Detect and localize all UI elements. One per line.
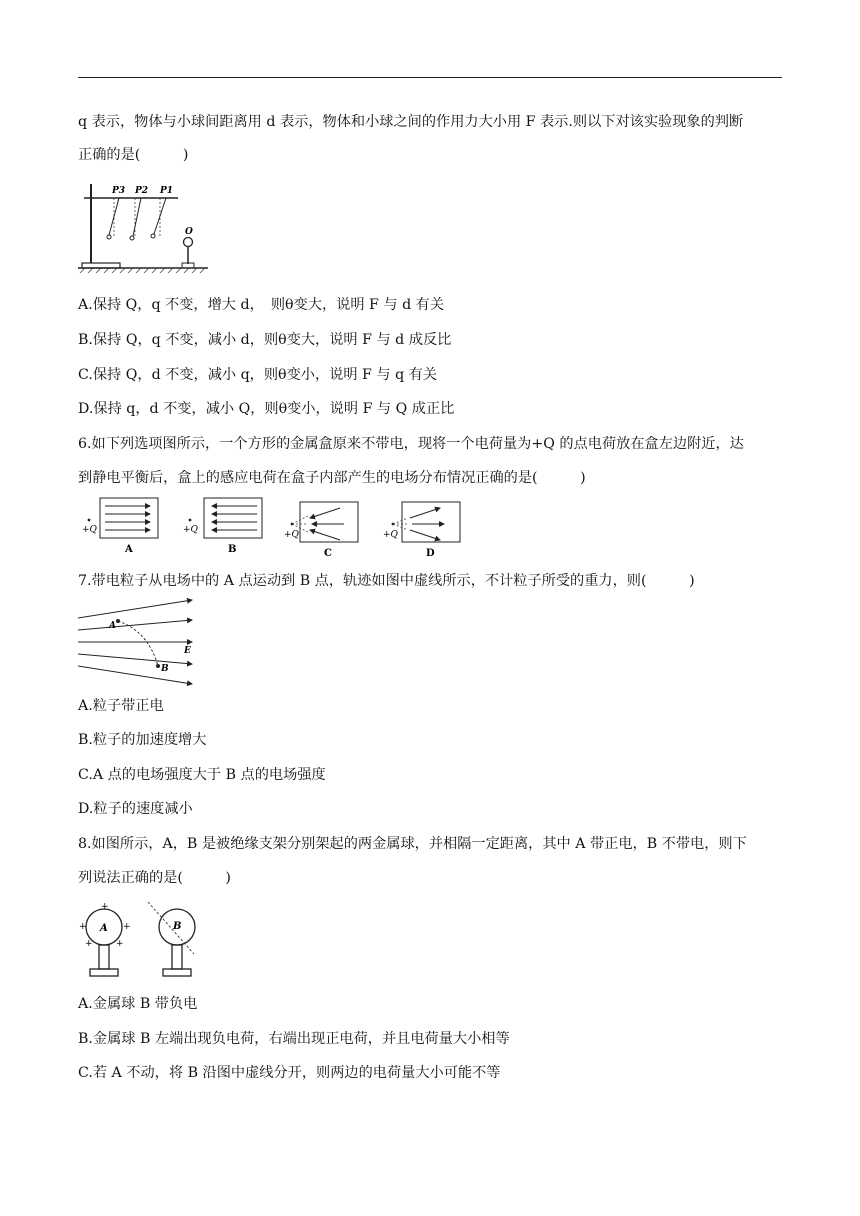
q6-panel-c	[284, 502, 358, 559]
svg-text:A: A	[109, 621, 116, 631]
svg-text:+: +	[79, 922, 87, 932]
q7-option-c: C.A 点的电场强度大于 B 点的电场强度	[78, 767, 326, 783]
q8-option-b: B.金属球 B 左端出现负电荷，右端出现正电荷，并且电荷量大小相等	[78, 1031, 510, 1047]
q7-option-b: B.粒子的加速度增大	[78, 732, 207, 748]
q6-stem-line2: 到静电平衡后，盒上的感应电荷在盒子内部产生的电场分布情况正确的是( )	[78, 470, 586, 486]
svg-text:+: +	[85, 939, 93, 949]
svg-text:+: +	[123, 922, 131, 932]
svg-text:+Q: +Q	[183, 525, 198, 535]
svg-text:D: D	[426, 548, 435, 559]
label-p3: P3	[112, 186, 126, 196]
q5-stem-line2: 正确的是( )	[78, 147, 189, 163]
q6-stem-line1: 6.如下列选项图所示，一个方形的金属盒原来不带电，现将一个电荷量为+Q 的点电荷放在盒左边附近，达	[78, 436, 744, 452]
q8-option-a: A.金属球 B 带负电	[78, 996, 198, 1012]
q5-option-d: D.保持 q，d 不变，减小 Q，则θ变小，说明 F 与 Q 成正比	[78, 401, 455, 417]
svg-text:A: A	[100, 923, 108, 934]
svg-text:C: C	[324, 548, 332, 559]
q6-panel-d	[383, 502, 460, 559]
header-rule	[78, 77, 782, 78]
q7-stem: 7.带电粒子从电场中的 A 点运动到 B 点，轨迹如图中虚线所示，不计粒子所受的重力，则( )	[78, 573, 695, 589]
q7-option-a: A.粒子带正电	[78, 698, 164, 714]
q7-option-d: D.粒子的速度减小	[78, 801, 193, 817]
svg-text:+Q: +Q	[82, 525, 97, 535]
q5-pendulum-figure	[78, 180, 210, 276]
q8-option-c: C.若 A 不动，将 B 沿图中虚线分开，则两边的电荷量大小可能不等	[78, 1065, 501, 1081]
svg-text:B: B	[228, 544, 237, 555]
q6-panel-b	[183, 498, 262, 555]
q5-option-b: B.保持 Q，q 不变，减小 d，则θ变大，说明 F 与 d 成反比	[78, 332, 452, 348]
svg-text:+Q: +Q	[383, 530, 398, 540]
svg-text:B: B	[173, 921, 182, 932]
svg-text:+Q: +Q	[284, 530, 299, 540]
q5-option-c: C.保持 Q，d 不变，减小 q，则θ变小，说明 F 与 q 有关	[78, 367, 438, 383]
label-o: O	[185, 227, 193, 237]
q5-option-a: A.保持 Q，q 不变，增大 d， 则θ变大，说明 F 与 d 有关	[78, 297, 445, 313]
q5-stem-line1: q 表示，物体与小球间距离用 d 表示，物体和小球之间的作用力大小用 F 表示.则以下对该实验现象的判断	[78, 114, 744, 130]
q8-stem-line2: 列说法正确的是( )	[78, 870, 231, 886]
svg-text:E: E	[184, 646, 191, 656]
label-p2: P2	[135, 186, 149, 196]
svg-text:B: B	[161, 664, 169, 674]
q8-spheres-figure	[76, 900, 200, 982]
label-p1: P1	[160, 186, 174, 196]
svg-text:+: +	[116, 939, 124, 949]
q6-options-figure	[80, 494, 470, 560]
svg-text:A: A	[125, 544, 133, 555]
svg-text:+: +	[101, 902, 109, 912]
q8-stem-line1: 8.如图所示，A，B 是被绝缘支架分别架起的两金属球，并相隔一定距离，其中 A 带正电，B 不带电，则下	[78, 836, 747, 852]
q6-panel-a	[82, 498, 158, 555]
q7-field-figure	[78, 596, 200, 688]
